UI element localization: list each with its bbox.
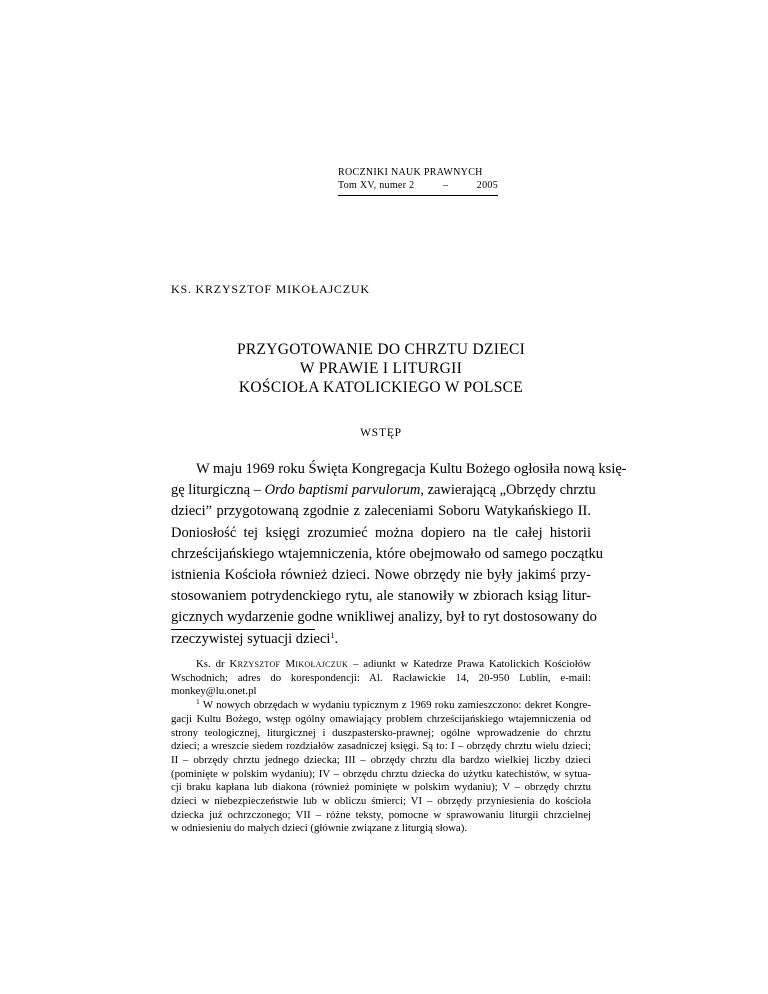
line-text: Ks. dr — [196, 658, 230, 670]
journal-dash: – — [442, 180, 449, 191]
author-note-line — [171, 658, 591, 672]
footnote-ref[interactable]: 1 — [330, 630, 335, 640]
header-rule — [338, 195, 498, 196]
paragraph-line — [171, 480, 596, 501]
footnote-rule — [171, 629, 315, 630]
footnote-line — [171, 699, 591, 713]
book-title: Ordo baptismi parvulorum — [264, 482, 421, 499]
line-text: W nowych obrzędach w wydaniu typicznym z 1969 roku zamieszczono: dekret Kongre- — [199, 699, 591, 712]
line-text: rzeczywistej sytuacji dzieci — [171, 630, 331, 647]
footnote-line: II – obrzędy chrztu jednego dziecka; III – obrzędy chrztu dla bardzo wielkiej liczby dzieci — [171, 753, 591, 766]
footnote-line: (pominięte w polskim wydaniu); IV – obrzędu chrztu dziecka do użytku katechistów, w sytua- — [171, 767, 591, 780]
journal-issue-line — [338, 179, 498, 192]
paragraph-line: W maju 1969 roku Święta Kongregacja Kultu Bożego ogłosiła nową księ- — [196, 461, 627, 477]
paragraph-line: istnienia Kościoła również dzieci. Nowe obrzędy nie były jakimś przy- — [171, 567, 591, 584]
line-text: , zawierającą „Obrzędy chrztu — [420, 482, 596, 499]
footnote-line: gacji Kultu Bożego, wstęp ogólny omawiający problem chrześcijańskiego wtajemniczenia od — [171, 712, 591, 725]
author-name: KS. KRZYSZTOF MIKOŁAJCZUK — [171, 282, 370, 296]
paragraph-line: Doniosłość tej księgi zrozumieć można dopiero na tle całej historii — [171, 524, 591, 541]
footnote-line: cji braku kapłana lub diakona (również pominięte w polskim wydaniu); V – obrzędy chrztu — [171, 781, 591, 794]
footnote-line: strony teologicznej, liturgicznej i duszpastersko-prawnej; ogólne wprowadzenie do chrztu — [171, 726, 591, 739]
journal-volume: Tom XV, numer 2 — [338, 180, 415, 191]
title-line: W PRAWIE I LITURGII — [299, 360, 463, 377]
journal-name: ROCZNIKI NAUK PRAWNYCH — [338, 167, 483, 178]
article-title — [171, 340, 591, 397]
paragraph-line — [171, 629, 591, 650]
paragraph-line: gicznych wydarzenie godne wnikliwej analizy, był to ryt dostosowany do — [171, 609, 597, 626]
paragraph-line: stosowaniem potrydenckiego rytu, ale stanowiły w zbiorach ksiąg litur- — [171, 588, 591, 605]
footnote-line: w odniesieniu do małych dzieci (głównie związane z liturgią słowa). — [171, 822, 468, 835]
footnote-marker: 1 — [196, 697, 200, 707]
body-paragraph — [171, 459, 627, 650]
paragraph-line: chrześcijańskiego wtajemniczenia, które obejmowało od samego początku — [171, 545, 604, 562]
journal-year: 2005 — [476, 180, 498, 191]
footnote-line: dzieci; a wreszcie siedem rozdziałów zasadniczej księgi. Są to: I – obrzędy chrztu wielu dzieci; — [171, 740, 591, 753]
footnote-line: dzieci w niebezpieczeństwie lub w obliczu śmierci; VI – obrzędy przyniesienia do kościoła — [171, 795, 591, 808]
author-note-line: Wschodnich; adres do korespondencji: Al. Racławickie 14, 20-950 Lublin, e-mail: — [171, 671, 591, 684]
title-line: KOŚCIOŁA KATOLICKIEGO W POLSCE — [238, 379, 524, 396]
section-heading: WSTĘP — [360, 427, 402, 439]
title-line: PRZYGOTOWANIE DO CHRZTU DZIECI — [236, 341, 526, 358]
line-text: gę liturgiczną – — [171, 482, 265, 499]
journal-header — [338, 166, 498, 196]
line-text: – adiunkt w Katedrze Prawa Katolickich Kościołów — [348, 658, 591, 670]
paragraph-line: dzieci” przygotowaną zgodnie z zaleceniami Soboru Watykańskiego II. — [171, 503, 591, 520]
author-name-smallcaps: Krzysztof Mikołajczuk — [229, 658, 349, 670]
author-email[interactable]: monkey@lu.onet.pl — [171, 685, 257, 698]
footnote-line: dziecka już ochrzczonego; VII – różne teksty, pomocne w sprawowaniu liturgii chrzcielnej — [171, 808, 591, 821]
footnotes — [171, 658, 591, 836]
line-text: . — [334, 630, 339, 647]
